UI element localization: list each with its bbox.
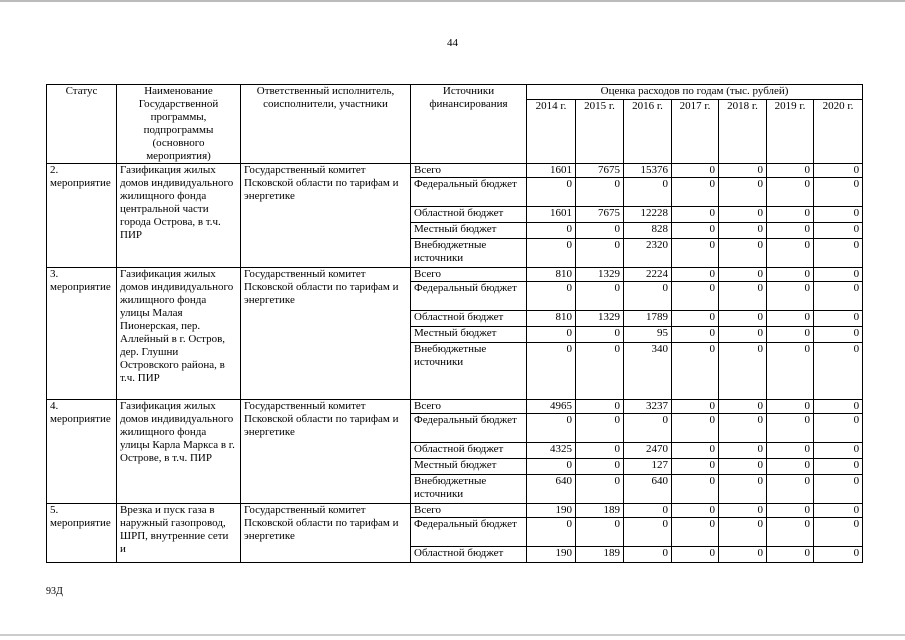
executor-cell: Государственный комитет Псковской области по тарифам и энергетике (241, 164, 411, 268)
value-cell: 0 (767, 459, 814, 475)
value-cell: 0 (719, 239, 767, 268)
value-cell: 12228 (624, 207, 672, 223)
value-cell: 0 (767, 518, 814, 547)
value-cell: 0 (767, 400, 814, 414)
value-cell: 0 (767, 207, 814, 223)
value-cell: 7675 (576, 207, 624, 223)
value-cell: 1601 (527, 207, 576, 223)
value-cell: 0 (527, 518, 576, 547)
value-cell: 0 (814, 443, 863, 459)
program-name-cell: Газификация жилых домов индивидуального жилищного фонда улицы Карла Маркса в г. Острове, в т.ч. ПИР (117, 400, 241, 504)
status-cell: 3. мероприятие (47, 268, 117, 400)
value-cell: 0 (719, 311, 767, 327)
funding-source-cell: Всего (411, 400, 527, 414)
value-cell: 0 (672, 207, 719, 223)
value-cell: 0 (767, 443, 814, 459)
value-cell: 0 (576, 223, 624, 239)
header-year: 2015 г. (576, 100, 624, 164)
value-cell: 0 (527, 414, 576, 443)
value-cell: 340 (624, 343, 672, 400)
value-cell: 0 (672, 518, 719, 547)
value-cell: 0 (576, 459, 624, 475)
header-year: 2016 г. (624, 100, 672, 164)
value-cell: 0 (672, 400, 719, 414)
value-cell: 0 (719, 343, 767, 400)
value-cell: 0 (624, 282, 672, 311)
value-cell: 0 (814, 504, 863, 518)
value-cell: 0 (527, 223, 576, 239)
funding-source-cell: Внебюджетные источники (411, 475, 527, 504)
value-cell: 640 (527, 475, 576, 504)
value-cell: 0 (672, 223, 719, 239)
value-cell: 0 (672, 475, 719, 504)
funding-source-cell: Всего (411, 268, 527, 282)
value-cell: 0 (672, 459, 719, 475)
executor-cell: Государственный комитет Псковской области по тарифам и энергетике (241, 504, 411, 563)
funding-source-cell: Внебюджетные источники (411, 343, 527, 400)
value-cell: 0 (767, 414, 814, 443)
value-cell: 0 (814, 268, 863, 282)
value-cell: 0 (672, 504, 719, 518)
scan-edge-top (0, 0, 905, 2)
value-cell: 0 (767, 239, 814, 268)
table-row (47, 164, 863, 178)
value-cell: 810 (527, 268, 576, 282)
value-cell: 0 (576, 414, 624, 443)
value-cell: 0 (576, 282, 624, 311)
value-cell: 0 (767, 343, 814, 400)
value-cell: 0 (576, 443, 624, 459)
value-cell: 0 (814, 327, 863, 343)
value-cell: 0 (672, 239, 719, 268)
value-cell: 0 (672, 311, 719, 327)
value-cell: 0 (814, 282, 863, 311)
funding-source-cell: Внебюджетные источники (411, 239, 527, 268)
header-estimate: Оценка расходов по годам (тыс. рублей) (527, 85, 863, 100)
value-cell: 7675 (576, 164, 624, 178)
header-status: Статус (47, 85, 117, 164)
value-cell: 0 (814, 400, 863, 414)
value-cell: 0 (719, 547, 767, 563)
value-cell: 0 (814, 547, 863, 563)
value-cell: 0 (719, 327, 767, 343)
value-cell: 0 (767, 327, 814, 343)
value-cell: 0 (719, 504, 767, 518)
value-cell: 0 (719, 459, 767, 475)
header-executor: Ответственный исполнитель, соисполнители, участники (241, 85, 411, 164)
funding-source-cell: Федеральный бюджет (411, 282, 527, 311)
header-year: 2020 г. (814, 100, 863, 164)
value-cell: 0 (767, 311, 814, 327)
value-cell: 0 (814, 414, 863, 443)
status-cell: 4. мероприятие (47, 400, 117, 504)
value-cell: 2320 (624, 239, 672, 268)
value-cell: 0 (672, 443, 719, 459)
value-cell: 0 (527, 282, 576, 311)
value-cell: 0 (814, 311, 863, 327)
header-year: 2019 г. (767, 100, 814, 164)
funding-source-cell: Местный бюджет (411, 459, 527, 475)
value-cell: 810 (527, 311, 576, 327)
funding-source-cell: Местный бюджет (411, 223, 527, 239)
funding-source-cell: Областной бюджет (411, 207, 527, 223)
funding-source-cell: Всего (411, 164, 527, 178)
value-cell: 1329 (576, 268, 624, 282)
table-body (47, 164, 863, 563)
value-cell: 0 (672, 268, 719, 282)
value-cell: 0 (672, 282, 719, 311)
value-cell: 189 (576, 504, 624, 518)
table-row (47, 400, 863, 414)
value-cell: 0 (719, 268, 767, 282)
value-cell: 0 (767, 164, 814, 178)
value-cell: 190 (527, 504, 576, 518)
value-cell: 0 (576, 178, 624, 207)
value-cell: 1789 (624, 311, 672, 327)
value-cell: 1601 (527, 164, 576, 178)
value-cell: 4965 (527, 400, 576, 414)
value-cell: 0 (814, 164, 863, 178)
value-cell: 0 (814, 223, 863, 239)
value-cell: 0 (719, 443, 767, 459)
executor-cell: Государственный комитет Псковской области по тарифам и энергетике (241, 400, 411, 504)
value-cell: 4325 (527, 443, 576, 459)
value-cell: 0 (527, 178, 576, 207)
table-row (47, 268, 863, 282)
value-cell: 0 (719, 282, 767, 311)
value-cell: 640 (624, 475, 672, 504)
value-cell: 2470 (624, 443, 672, 459)
header-name: Наименование Государственной программы, подпрограммы (основного мероприятия) (117, 85, 241, 164)
value-cell: 0 (672, 178, 719, 207)
value-cell: 15376 (624, 164, 672, 178)
status-cell: 5. мероприятие (47, 504, 117, 563)
value-cell: 0 (527, 239, 576, 268)
value-cell: 0 (814, 239, 863, 268)
value-cell: 0 (527, 459, 576, 475)
value-cell: 190 (527, 547, 576, 563)
value-cell: 0 (719, 178, 767, 207)
header-row-1 (47, 85, 863, 100)
value-cell: 0 (624, 518, 672, 547)
value-cell: 0 (767, 475, 814, 504)
value-cell: 0 (814, 207, 863, 223)
value-cell: 0 (576, 400, 624, 414)
value-cell: 0 (719, 414, 767, 443)
header-year: 2014 г. (527, 100, 576, 164)
value-cell: 0 (624, 504, 672, 518)
value-cell: 0 (814, 178, 863, 207)
value-cell: 0 (719, 223, 767, 239)
value-cell: 0 (672, 414, 719, 443)
value-cell: 828 (624, 223, 672, 239)
value-cell: 0 (624, 178, 672, 207)
status-cell: 2. мероприятие (47, 164, 117, 268)
funding-source-cell: Федеральный бюджет (411, 518, 527, 547)
value-cell: 1329 (576, 311, 624, 327)
value-cell: 95 (624, 327, 672, 343)
program-name-cell: Газификация жилых домов индивидуального жилищного фонда улицы Малая Пионерская, пер. Аллейный в г. Остров, дер. Глушни Островского района, в т.ч. ПИР (117, 268, 241, 400)
value-cell: 127 (624, 459, 672, 475)
header-sources: Источники финансирования (411, 85, 527, 164)
scan-edge-bottom (0, 634, 905, 636)
value-cell: 0 (767, 282, 814, 311)
table-row (47, 504, 863, 518)
value-cell: 0 (672, 327, 719, 343)
funding-source-cell: Местный бюджет (411, 327, 527, 343)
value-cell: 0 (814, 475, 863, 504)
footer-code: 93Д (46, 586, 63, 597)
header-year: 2017 г. (672, 100, 719, 164)
program-name-cell: Газификация жилых домов индивидуального жилищного фонда центральной части города Острова, в т.ч. ПИР (117, 164, 241, 268)
value-cell: 0 (576, 343, 624, 400)
value-cell: 0 (767, 504, 814, 518)
value-cell: 0 (814, 343, 863, 400)
funding-source-cell: Всего (411, 504, 527, 518)
value-cell: 0 (719, 475, 767, 504)
value-cell: 0 (719, 207, 767, 223)
header-year: 2018 г. (719, 100, 767, 164)
value-cell: 0 (767, 223, 814, 239)
funding-source-cell: Областной бюджет (411, 311, 527, 327)
value-cell: 0 (672, 164, 719, 178)
funding-source-cell: Областной бюджет (411, 443, 527, 459)
value-cell: 0 (527, 343, 576, 400)
funding-source-cell: Федеральный бюджет (411, 414, 527, 443)
executor-cell: Государственный комитет Псковской области по тарифам и энергетике (241, 268, 411, 400)
value-cell: 0 (719, 164, 767, 178)
value-cell: 0 (624, 414, 672, 443)
funding-source-cell: Областной бюджет (411, 547, 527, 563)
value-cell: 0 (576, 239, 624, 268)
value-cell: 0 (814, 459, 863, 475)
value-cell: 0 (576, 518, 624, 547)
value-cell: 0 (672, 343, 719, 400)
value-cell: 0 (767, 547, 814, 563)
value-cell: 2224 (624, 268, 672, 282)
funding-source-cell: Федеральный бюджет (411, 178, 527, 207)
value-cell: 189 (576, 547, 624, 563)
value-cell: 0 (814, 518, 863, 547)
value-cell: 0 (576, 327, 624, 343)
page-number: 44 (447, 37, 458, 49)
value-cell: 0 (527, 327, 576, 343)
value-cell: 3237 (624, 400, 672, 414)
value-cell: 0 (719, 400, 767, 414)
value-cell: 0 (672, 547, 719, 563)
value-cell: 0 (767, 268, 814, 282)
value-cell: 0 (576, 475, 624, 504)
budget-table (46, 84, 863, 563)
value-cell: 0 (624, 547, 672, 563)
value-cell: 0 (767, 178, 814, 207)
program-name-cell: Врезка и пуск газа в наружный газопровод, ШРП, внутренние сети и (117, 504, 241, 563)
value-cell: 0 (719, 518, 767, 547)
